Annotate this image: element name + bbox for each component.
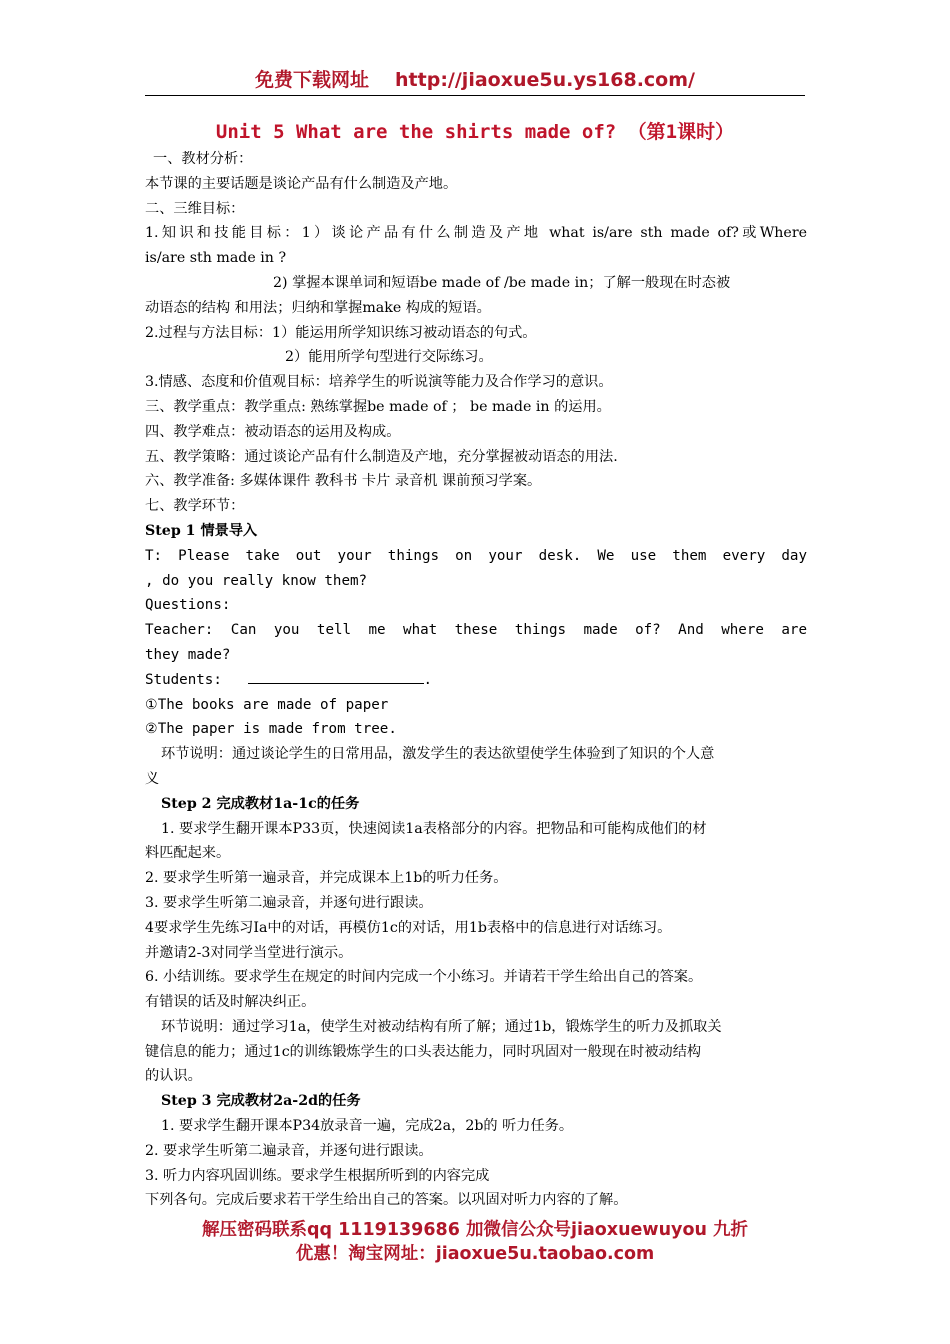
dialogue-line: , do you really know them? [145, 572, 368, 589]
download-header [145, 66, 805, 94]
paragraph-line: 料匹配起来。 [145, 845, 231, 862]
example-sentence: ②The paper is made from tree. [145, 721, 397, 738]
lesson-title: Unit 5 What are the shirts made of? （第1课时） [215, 121, 735, 143]
section-heading: 四、教学难点：被动语态的运用及构成。 [145, 423, 401, 440]
footer-line: 优惠！淘宝网址：jiaoxue5u.taobao.com [295, 1244, 655, 1264]
paragraph-line: 2.过程与方法目标：1）能运用所学知识练习被动语态的句式。 [145, 324, 537, 341]
paragraph-line: 下列各句。完成后要求若干学生给出自己的答案。以巩固对听力内容的了解。 [145, 1192, 628, 1209]
section-heading: 二、三维目标： [145, 200, 245, 217]
header-label: 免费下载网址 [255, 69, 370, 91]
list-item: 4要求学生先练习Ia中的对话，再模仿1c的对话，用1b表格中的信息进行对话练习。 [145, 919, 672, 936]
list-item: 3. 听力内容巩固训练。要求学生根据所听到的内容完成 [145, 1167, 490, 1184]
dialogue-line: Questions: [145, 597, 231, 614]
paragraph-line: 1.知识和技能目标：1）谈论产品有什么制造及产地 what is/are sth made of?或Where [145, 225, 807, 242]
students-answer-line [145, 668, 807, 693]
paragraph-line: 环节说明：通过谈论学生的日常用品，激发学生的表达欲望使学生体验到了知识的个人意 [161, 746, 715, 763]
section-heading: 七、教学环节： [145, 498, 245, 515]
step-heading: Step 1 情景导入 [145, 522, 258, 539]
paragraph-line: 键信息的能力；通过1c的训练锻炼学生的口头表达能力，同时巩固对一般现在时被动结构 [145, 1043, 702, 1060]
paragraph-line: 2) 掌握本课单词和短语be made of /be made in；了解一般现在时态被 [273, 274, 731, 291]
paragraph-line: 并邀请2-3对同学当堂进行演示。 [145, 944, 353, 961]
students-label: Students: [145, 671, 222, 688]
paragraph-line: 义 [145, 770, 160, 787]
step-heading: Step 3 完成教材2a-2d的任务 [161, 1093, 361, 1110]
paragraph-line: 3.情感、态度和价值观目标：培养学生的听说演等能力及合作学习的意识。 [145, 374, 613, 391]
header-url-link[interactable]: http://jiaoxue5u.ys168.com/ [395, 69, 695, 91]
answer-blank [248, 669, 424, 684]
list-item: 1. 要求学生翻开课本P34放录音一遍，完成2a，2b的 听力任务。 [161, 1118, 574, 1135]
paragraph-line: is/are sth made in ? [145, 250, 287, 267]
paragraph-line: 有错误的话及时解决纠正。 [145, 994, 316, 1011]
dialogue-line: T: Please take out your things on your desk. We use them every day [145, 547, 807, 564]
section-heading: 五、教学策略：通过谈论产品有什么制造及产地，充分掌握被动语态的用法. [145, 448, 618, 465]
footer-line: 解压密码联系qq 1119139686 加微信公众号jiaoxuewuyou 九折 [201, 1220, 749, 1240]
header-divider [145, 95, 805, 96]
dialogue-line: they made? [145, 646, 231, 663]
example-sentence: ①The books are made of paper [145, 696, 389, 713]
paragraph-line: 动语态的结构 和用法；归纳和掌握make 构成的短语。 [145, 299, 491, 316]
step-heading: Step 2 完成教材1a-1c的任务 [161, 795, 360, 812]
list-item: 2. 要求学生听第二遍录音，并逐句进行跟读。 [145, 1142, 433, 1159]
dialogue-line: Teacher: Can you tell me what these things made of? And where are [145, 622, 807, 639]
answer-period: . [423, 671, 433, 688]
paragraph-line: 2）能用所学句型进行交际练习。 [285, 349, 493, 366]
paragraph-line: 本节课的主要话题是谈论产品有什么制造及产地。 [145, 175, 458, 192]
paragraph-line: 环节说明：通过学习1a，使学生对被动结构有所了解；通过1b，锻炼学生的听力及抓取关 [161, 1018, 722, 1035]
paragraph-line: 的认识。 [145, 1068, 202, 1085]
list-item: 6. 小结训练。要求学生在规定的时间内完成一个小练习。并请若干学生给出自己的答案。 [145, 969, 703, 986]
list-item: 3. 要求学生听第二遍录音，并逐句进行跟读。 [145, 894, 433, 911]
section-heading: 三、教学重点：教学重点: 熟练掌握be made of ； be made in 的运用。 [145, 398, 611, 415]
list-item: 1. 要求学生翻开课本P33页，快速阅读1a表格部分的内容。把物品和可能构成他们的材 [161, 820, 707, 837]
lesson-body [145, 147, 807, 1213]
section-heading: 六、教学准备: 多媒体课件 教科书 卡片 录音机 课前预习学案。 [145, 473, 542, 490]
promo-footer [145, 1218, 805, 1266]
section-heading: 一、教材分析： [153, 151, 253, 167]
list-item: 2. 要求学生听第一遍录音，并完成课本上1b的听力任务。 [145, 870, 508, 887]
